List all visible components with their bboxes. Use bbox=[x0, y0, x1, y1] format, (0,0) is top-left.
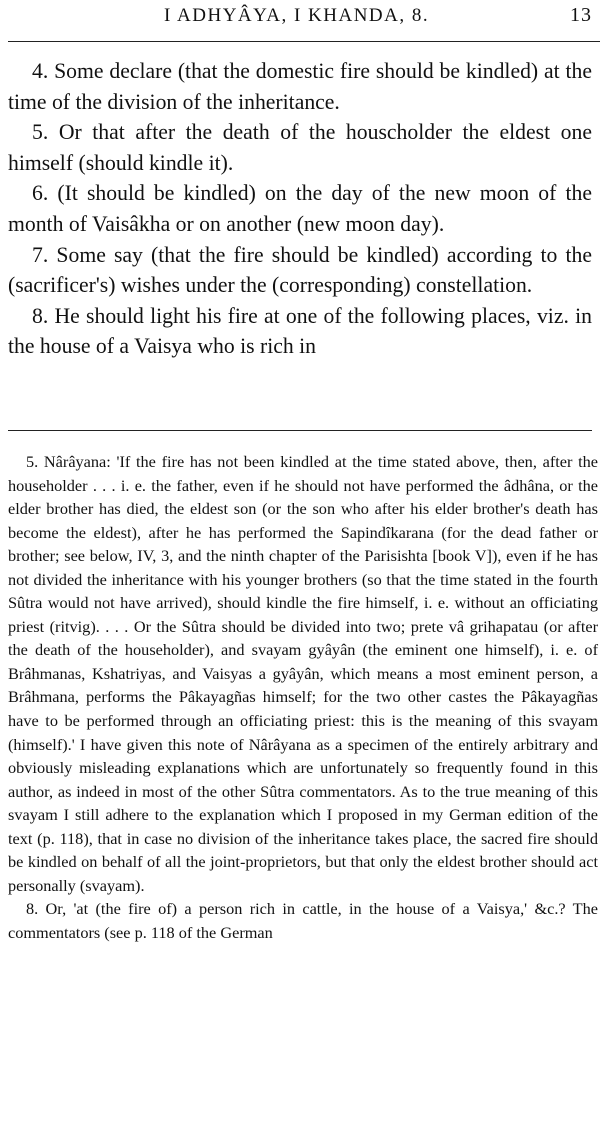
main-text bbox=[8, 56, 592, 362]
header-rule bbox=[8, 41, 600, 42]
footnote-separator bbox=[8, 430, 592, 431]
page-header bbox=[0, 0, 600, 36]
footnote-8: 8. Or, 'at (the fire of) a person rich in cattle, in the house of a Vaisya,' &c.? The commentators (see p. 118 of the German bbox=[8, 899, 598, 942]
sutra-8: 8. He should light his fire at one of the following places, viz. in the house of a Vaisya who is rich in bbox=[8, 303, 592, 359]
sutra-5: 5. Or that after the death of the houscholder the eldest one himself (should kindle it). bbox=[8, 120, 592, 175]
running-head: I ADHYÂYA, I KHANDA, 8. bbox=[164, 5, 430, 26]
sutra-6: 6. (It should be kindled) on the day of the new moon of the month of Vaisâkha or on another (new moon day). bbox=[8, 181, 592, 236]
footnotes bbox=[8, 450, 598, 944]
sutra-7: 7. Some say (that the fire should be kindled) according to the (sacrificer's) wishes under the (corresponding) constellation. bbox=[8, 242, 592, 298]
page-number: 13 bbox=[570, 4, 592, 26]
sutra-4: 4. Some declare (that the domestic fire should be kindled) at the time of the division of the inheritance. bbox=[8, 59, 592, 114]
footnote-5: 5. Nârâyana: 'If the fire has not been kindled at the time stated above, then, after the householder . . . i. e. the father, even if he should not have performed the âdhâna, or the elder brother has died, the eldest son (or the son who after his elder brother's death has become the eldest), after he has performed the Sapindîkarana (for the dead father or brother; see below, IV, 3, and the ninth chapter of the Parisishta [book V]), even if he has not divided the inheritance with his younger brothers (so that the time stated in the fourth Sûtra would not have arrived), should kindle the fire himself, i. e. without an officiating priest (ritvig). . . . Or the Sûtra should be divided into two; prete vâ grihapatau (or after the death of the householder), and svayam gyâyân (the eminent one himself), i. e. of Brâhmanas, Kshatriyas, and Vaisyas a gyâyân, which means a most eminent person, a Brâhmana, performs the Pâkayagñas himself; for the two other castes the Pâkayagñas have to be performed through an officiating priest: this is the meaning of this svayam (himself).' I have given this note of Nârâyana as a specimen of the entirely arbitrary and obviously misleading explanations which are unfortunately so frequently found in this author, as indeed in most of the other Sûtra commentators. As to the true meaning of this svayam I still adhere to the explanation which I proposed in my German edition of the text (p. 118), that in case no division of the inheritance takes place, the sacred fire should be kindled on behalf of all the joint-proprietors, but that only the eldest brother should act personally (svayam). bbox=[8, 452, 598, 895]
